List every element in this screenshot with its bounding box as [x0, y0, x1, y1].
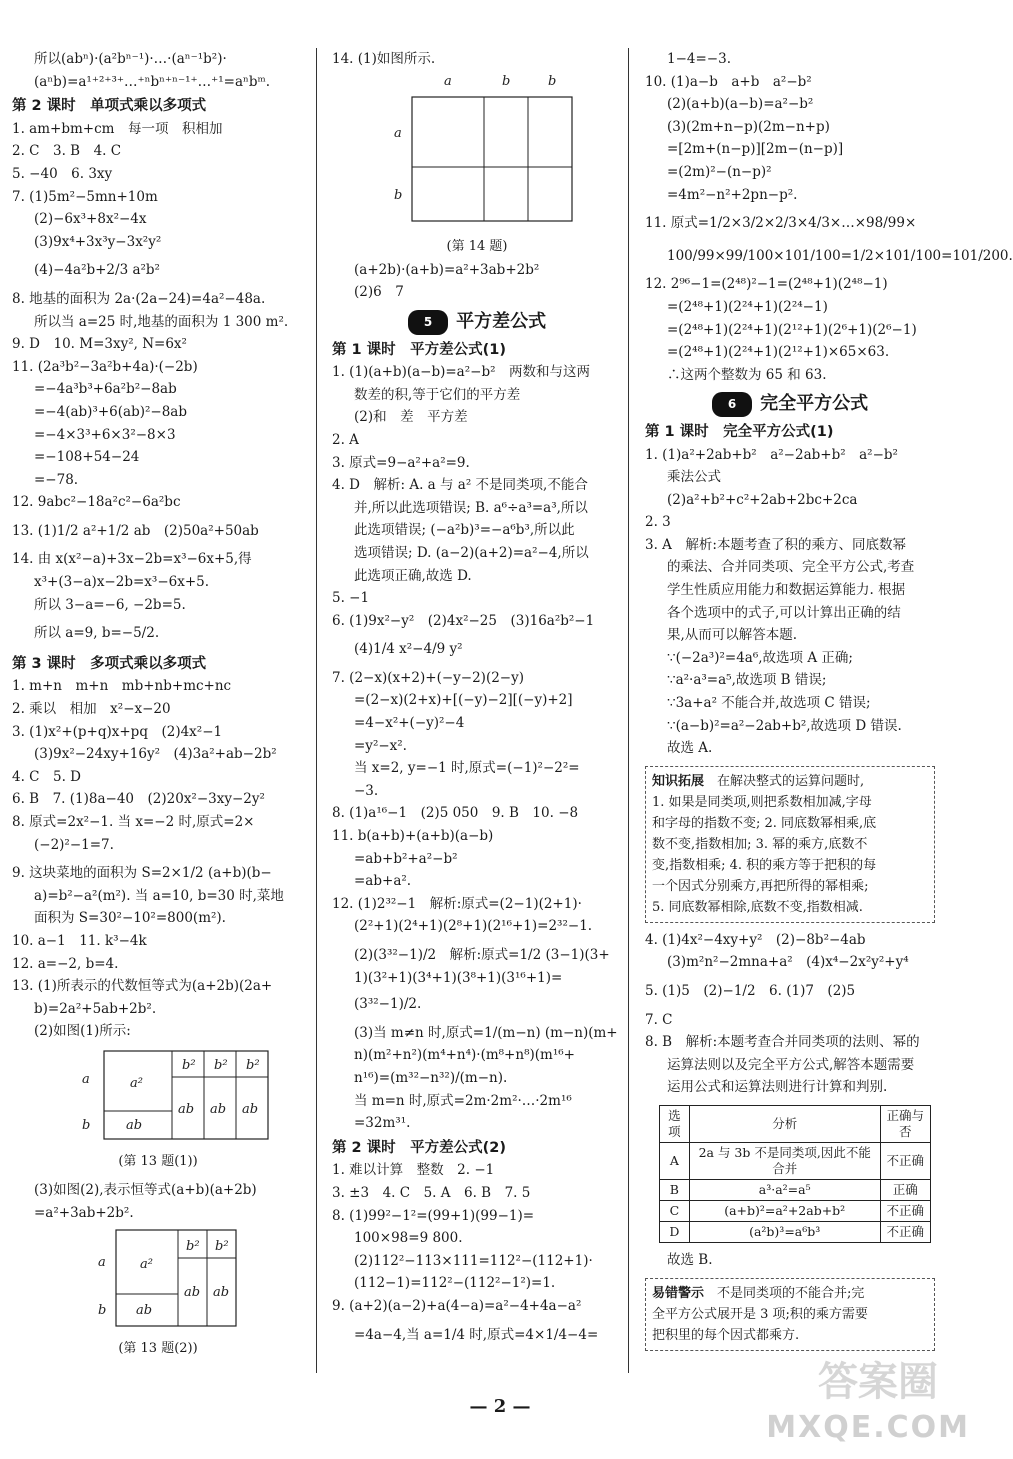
knowledge-extension-box: [645, 766, 935, 923]
table-cell: 2a 与 3b 不是同类项,因此不能合并: [689, 1142, 880, 1179]
table-cell: 不正确: [880, 1142, 930, 1179]
answer-line: 5. −1: [332, 590, 370, 607]
answer-line: 3. ±3 4. C 5. A 6. B 7. 5: [332, 1184, 531, 1201]
answer-line: =4a−4,当 a=1/4 时,原式=4×1/4−4=: [354, 1326, 599, 1343]
answer-line: 9. D 10. M=3xy², N=6x²: [12, 336, 187, 353]
answer-line: 100×98=9 800.: [354, 1230, 463, 1247]
table-header-cell: 分析: [689, 1105, 880, 1142]
answer-line: 当 x=2, y=−1 时,原式=(−1)²−2²=: [354, 760, 580, 777]
cell-ab: ab: [178, 1101, 195, 1117]
answer-line: 果,从而可以解答本题.: [667, 627, 798, 644]
answer-line: ∵(a−b)²=a²−2ab+b²,故选项 D 错误.: [667, 717, 902, 734]
figure-caption: (第 13 题(1)): [118, 1153, 198, 1169]
table-cell: A: [660, 1142, 690, 1179]
cell-ab: ab: [213, 1285, 230, 1301]
answer-line: (2)112²−113×111=112²−(112+1)·: [354, 1252, 593, 1269]
answer-line: 12. 2⁹⁶−1=(2⁴⁸)²−1=(2⁴⁸+1)(2⁴⁸−1): [645, 276, 888, 293]
watermark: MXQE.COM: [766, 1410, 970, 1445]
table-cell: 不正确: [880, 1221, 930, 1242]
box-tag: 知识拓展: [652, 773, 705, 789]
answer-line: 12. (1)2³²−1 解析:原式=(2−1)(2+1)·: [332, 895, 582, 912]
cell-ab: ab: [136, 1303, 153, 1319]
answer-line: (2)(a+b)(a−b)=a²−b²: [667, 96, 814, 113]
fig-label-a: a: [444, 73, 452, 89]
answer-line: 11. b(a+b)+(a+b)(a−b): [332, 828, 494, 845]
answer-line: (4)1/4 x²−4/9 y²: [354, 641, 463, 658]
lesson-heading: 第 1 课时 平方差公式(1): [332, 341, 507, 358]
answer-line: 2. 3: [645, 514, 671, 531]
answer-line: 运用公式和运算法则进行计算和判别.: [667, 1079, 888, 1096]
answer-line: =y²−x².: [354, 737, 407, 754]
answer-line: 9. (a+2)(a−2)+a(4−a)=a²−4+4a−a²: [332, 1297, 582, 1314]
table-cell: B: [660, 1179, 690, 1200]
answer-line: (3)当 m≠n 时,原式=1/(m−n) (m−n)(m+: [354, 1024, 618, 1041]
answer-line: 1. am+bm+cm 每一项 积相加: [12, 120, 223, 137]
box-tag: 易错警示: [652, 1285, 705, 1301]
answer-line: 12. a=−2, b=4.: [12, 955, 119, 972]
answer-line: (2)(3³²−1)/2 解析:原式=1/2 (3−1)(3+: [354, 947, 610, 963]
table-header-cell: 选项: [660, 1105, 690, 1142]
answer-line: =(2⁴⁸+1)(2²⁴+1)(2¹²+1)(2⁶+1)(2⁶−1): [667, 321, 917, 338]
box-line: 把积里的每个因式都乘方.: [652, 1327, 800, 1343]
answer-line: 10. (1)a−b a+b a²−b²: [645, 73, 812, 90]
answer-line: 面积为 S=30²−10²=800(m²).: [34, 910, 226, 927]
answer-line: (2)和 差 平方差: [354, 409, 468, 426]
answer-line: 11. (2a³b²−3a²b+4a)·(−2b): [12, 358, 198, 375]
box-line: 不是同类项的不能合并;完: [717, 1285, 865, 1301]
answer-line: b)=2a²+5ab+2b².: [34, 1000, 157, 1017]
answer-line: 2. A: [332, 431, 359, 448]
answer-line: 此选项正确,故选 D.: [354, 567, 472, 584]
answer-line: (2)如图(1)所示:: [34, 1023, 131, 1040]
answer-line: 2. C 3. B 4. C: [12, 143, 122, 160]
answer-line: =32m³¹.: [354, 1115, 411, 1132]
box-line: 和字母的指数不变; 2. 同底数幂相乘,底: [652, 815, 877, 831]
answer-line: =−4a³b³+6a²b²−8ab: [34, 381, 177, 398]
fig-label-b: b: [502, 73, 511, 89]
answer-line: 1. m+n m+n mb+nb+mc+nc: [12, 678, 232, 695]
answer-line: =(2m)²−(n−p)²: [667, 163, 772, 180]
answer-line: 数差的积,等于它们的平方差: [354, 386, 521, 403]
answer-line: 12. 9abc²−18a²c²−6a²bc: [12, 494, 181, 511]
answer-line: =4m²−n²+2pn−p².: [667, 186, 798, 203]
answer-line: 8. B 解析:本题考查合并同类项的法则、幂的: [645, 1034, 920, 1051]
answer-line: (3³²−1)/2.: [354, 996, 422, 1013]
answer-line: 此选项错误; (−a²b)³=−a⁶b³,所以此: [354, 522, 575, 539]
answer-line: =(2−x)(2+x)+[(−y)−2][(−y)+2]: [354, 692, 573, 709]
answer-line: 5. −40 6. 3xy: [12, 165, 113, 182]
table-header-cell: 正确与否: [880, 1105, 930, 1142]
cell-b2: b²: [215, 1239, 229, 1255]
answer-line: (a+2b)·(a+b)=a²+3ab+2b²: [354, 261, 540, 278]
answer-line: (2)6 7: [354, 284, 404, 301]
table-header-row: [660, 1105, 931, 1142]
answer-line: 学生性质应用能力和数据运算能力. 根据: [667, 582, 906, 599]
figure-caption: (第 14 题): [446, 239, 508, 255]
answer-line: (2)a²+b²+c²+2ab+2bc+2ca: [667, 491, 858, 508]
answer-line: 1−4=−3.: [667, 51, 731, 67]
answer-line: 所以 3−a=−6, −2b=5.: [34, 596, 186, 613]
figure-14: [332, 71, 622, 229]
answer-line: 4. D 解析: A. a 与 a² 不是同类项,不能合: [332, 477, 588, 494]
cell-b2: b²: [186, 1239, 200, 1255]
box-line: 1. 如果是同类项,则把系数相加减,字母: [652, 794, 872, 810]
answer-line: =[2m+(n−p)][2m−(n−p)]: [667, 141, 844, 158]
answer-line: 运算法则以及完全平方公式,解答本题需要: [667, 1056, 915, 1073]
section-number-badge: 6: [712, 392, 752, 417]
answer-line: 14. 由 x(x²−a)+3x−2b=x³−6x+5,得: [12, 551, 252, 568]
answer-line: (3)9x⁴+3x³y−3x²y²: [34, 233, 162, 250]
column-2: [332, 48, 622, 1346]
cell-ab: ab: [184, 1285, 201, 1301]
answer-line: 8. 地基的面积为 2a·(2a−24)=4a²−48a.: [12, 290, 266, 307]
text-line: (aⁿb)=a¹⁺²⁺³⁺…⁺ⁿbⁿ⁺ⁿ⁻¹⁺…⁺¹=aⁿbᵐ.: [34, 73, 271, 90]
answer-line: 13. (1)1/2 a²+1/2 ab (2)50a²+50ab: [12, 522, 259, 539]
answer-line: x³+(3−a)x−2b=x³−6x+5.: [34, 574, 210, 591]
answer-line: 13. (1)所表示的代数恒等式为(a+2b)(2a+: [12, 978, 273, 995]
answer-line: ∴这两个整数为 65 和 63.: [667, 366, 827, 383]
answer-line: 11. 原式=1/2×3/2×2/3×4/3×…×98/99×: [645, 215, 917, 232]
answer-line: =(2⁴⁸+1)(2²⁴+1)(2²⁴−1): [667, 298, 828, 315]
fig-label-a: a: [82, 1071, 90, 1087]
section-header: [332, 310, 622, 335]
figure-caption: (第 13 题(2)): [118, 1340, 198, 1356]
answer-line: (3)如图(2),表示恒等式(a+b)(a+2b): [34, 1182, 257, 1199]
cell-ab: ab: [126, 1117, 143, 1133]
answer-line: 故选 B.: [667, 1251, 713, 1268]
figure-13-2: [12, 1224, 304, 1330]
answer-line: =ab+b²+a²−b²: [354, 850, 458, 867]
answer-line: −3.: [354, 782, 379, 799]
answer-line: (2²+1)(2⁴+1)(2⁸+1)(2¹⁶+1)=2³²−1.: [354, 918, 593, 935]
answer-line: 乘法公式: [667, 469, 721, 486]
table-row: [660, 1179, 931, 1200]
page-number: — 2 —: [469, 1396, 531, 1417]
column-1: [12, 48, 304, 1361]
table-cell: 正确: [880, 1179, 930, 1200]
answer-line: =−108+54−24: [34, 449, 140, 466]
watermark-logo: 答案圈: [818, 1359, 938, 1405]
table-row: [660, 1142, 931, 1179]
answer-line: 当 m=n 时,原式=2m·2m²·…·2m¹⁶: [354, 1092, 572, 1109]
column-divider: [316, 48, 317, 1373]
answer-line: 6. (1)9x²−y² (2)4x²−25 (3)16a²b²−1: [332, 612, 595, 629]
error-warning-box: [645, 1278, 935, 1351]
answer-line: 9. 这块菜地的面积为 S=2×1/2 (a+b)(b−: [12, 865, 272, 882]
answer-line: (3)9x²−24xy+16y² (4)3a²+ab−2b²: [34, 746, 277, 763]
column-3: [645, 48, 1013, 1357]
box-line: 数不变,指数相加; 3. 幂的乘方,底数不: [652, 836, 868, 852]
answer-line: 8. (1)99²−1²=(99+1)(99−1)=: [332, 1207, 535, 1224]
section-title: 平方差公式: [456, 310, 547, 332]
table-cell: a³·a²=a⁵: [689, 1179, 880, 1200]
answer-line: 8. (1)a¹⁶−1 (2)5 050 9. B 10. −8: [332, 805, 579, 822]
answer-line: 3. A 解析:本题考查了积的乘方、同底数幂: [645, 536, 906, 553]
section-header: [645, 392, 935, 417]
lesson-heading: 第 2 课时 平方差公式(2): [332, 1139, 507, 1156]
answer-line: 3. (1)x²+(p+q)x+pq (2)4x²−1: [12, 723, 223, 740]
answer-line: 4. (1)4x²−4xy+y² (2)−8b²−4ab: [645, 931, 866, 948]
answer-line: 故选 A.: [667, 740, 713, 757]
box-line: 5. 同底数幂相除,底数不变,指数相减.: [652, 899, 863, 915]
answer-line: =(2⁴⁸+1)(2²⁴+1)(2¹²+1)×65×63.: [667, 344, 890, 361]
answer-line: 2. 乘以 相加 x²−x−20: [12, 701, 171, 718]
answer-line: =−78.: [34, 471, 79, 488]
answer-line: (4)−4a²b+2/3 a²b²: [34, 262, 160, 279]
answer-line: ∵a²·a³=a⁵,故选项 B 错误;: [667, 672, 827, 689]
answer-line: 6. B 7. (1)8a−40 (2)20x²−3xy−2y²: [12, 791, 265, 808]
section-title: 完全平方公式: [760, 393, 869, 415]
lesson-heading: 第 1 课时 完全平方公式(1): [645, 423, 834, 440]
answer-line: =ab+a².: [354, 873, 412, 890]
answer-line: 14. (1)如图所示.: [332, 51, 436, 67]
box-line: 全平方公式展开是 3 项;积的乘方需要: [652, 1306, 868, 1322]
cell-ab: ab: [210, 1101, 227, 1117]
table-row: [660, 1221, 931, 1242]
answer-line: n)(m²+n²)(m⁴+n⁴)·(m⁸+n⁸)(m¹⁶+: [354, 1047, 575, 1064]
answer-line: 各个选项中的式子,可以计算出正确的结: [667, 604, 901, 621]
answer-line: (2)−6x³+8x²−4x: [34, 211, 147, 228]
cell-a2: a²: [140, 1257, 153, 1273]
table-cell: (a²b)³=a⁶b³: [689, 1221, 880, 1242]
fig-label-a: a: [394, 125, 402, 141]
fig-label-b: b: [394, 187, 403, 203]
answer-line: (3)(2m+n−p)(2m−n+p): [667, 118, 830, 135]
answer-line: n¹⁶)=(m³²−n³²)/(m−n).: [354, 1069, 508, 1086]
table-cell: D: [660, 1221, 690, 1242]
table-cell: (a+b)²=a²+2ab+b²: [689, 1200, 880, 1221]
answer-line: 7. (1)5m²−5mn+10m: [12, 188, 158, 205]
answer-line: 100/99×99/100×101/100=1/2×101/100=101/200.: [667, 247, 1013, 264]
analysis-table: [659, 1105, 931, 1243]
table-row: [660, 1200, 931, 1221]
cell-a2: a²: [130, 1075, 143, 1091]
answer-line: 1. 难以计算 整数 2. −1: [332, 1162, 495, 1179]
box-line: 在解决整式的运算问题时,: [717, 773, 865, 789]
cell-b2: b²: [214, 1057, 228, 1073]
answer-line: a)=b²−a²(m²). 当 a=10, b=30 时,菜地: [34, 887, 284, 904]
lesson-heading: 第 2 课时 单项式乘以多项式: [12, 98, 207, 115]
fig-label-b: b: [98, 1303, 107, 1319]
answer-line: 7. C: [645, 1011, 673, 1028]
answer-line: =4−x²+(−y)²−4: [354, 715, 465, 732]
answer-line: 1. (1)(a+b)(a−b)=a²−b² 两数和与这两: [332, 364, 591, 381]
lesson-heading: 第 3 课时 多项式乘以多项式: [12, 655, 207, 672]
fig-label-a: a: [98, 1255, 106, 1271]
answer-line: 1)(3²+1)(3⁴+1)(3⁸+1)(3¹⁶+1)=: [354, 969, 563, 986]
answer-line: ∵(−2a³)²=4a⁶,故选项 A 正确;: [667, 649, 853, 666]
answer-line: (−2)²−1=7.: [34, 836, 114, 853]
answer-line: (112−1)=112²−(112²−1²)=1.: [354, 1275, 556, 1292]
answer-line: 4. C 5. D: [12, 768, 81, 785]
answer-line: 的乘法、合并同类项、完全平方公式,考查: [667, 559, 915, 576]
answer-line: 3. 原式=9−a²+a²=9.: [332, 454, 470, 471]
cell-ab: ab: [242, 1101, 259, 1117]
answer-line: 7. (2−x)(x+2)+(−y−2)(2−y): [332, 669, 525, 686]
section-number-badge: 5: [408, 310, 448, 335]
table-cell: 不正确: [880, 1200, 930, 1221]
fig-label-b: b: [82, 1117, 91, 1133]
cell-b2: b²: [246, 1057, 260, 1073]
answer-line: 选项错误; D. (a−2)(a+2)=a²−4,所以: [354, 544, 589, 561]
box-line: 一个因式分别乘方,再把所得的幂相乘;: [652, 878, 869, 894]
answer-line: (3)m²n²−2mna+a² (4)x⁴−2x²y²+y⁴: [667, 954, 909, 971]
box-line: 变,指数相乘; 4. 积的乘方等于把积的每: [652, 857, 877, 873]
figure-13-1: [12, 1043, 304, 1143]
answer-line: 所以 a=9, b=−5/2.: [34, 625, 160, 642]
answer-line: 1. (1)a²+2ab+b² a²−2ab+b² a²−b²: [645, 446, 898, 463]
answer-line: 8. 原式=2x²−1. 当 x=−2 时,原式=2×: [12, 814, 255, 830]
column-divider: [628, 48, 629, 1373]
answer-line: 所以当 a=25 时,地基的面积为 1 300 m².: [34, 313, 289, 330]
answer-line: =−4×3³+6×3²−8×3: [34, 426, 176, 443]
answer-line: 10. a−1 11. k³−4k: [12, 932, 147, 949]
answer-line: ∵3a+a² 不能合并,故选项 C 错误;: [667, 695, 871, 712]
fig-label-b: b: [548, 73, 557, 89]
answer-line: =a²+3ab+2b².: [34, 1204, 134, 1221]
cell-b2: b²: [182, 1057, 196, 1073]
table-cell: C: [660, 1200, 690, 1221]
text-line: 所以(abⁿ)·(a²bⁿ⁻¹)·…·(aⁿ⁻¹b²)·: [34, 51, 227, 67]
answer-line: 5. (1)5 (2)−1/2 6. (1)7 (2)5: [645, 983, 856, 999]
answer-line: 并,所以此选项错误; B. a⁶÷a³=a³,所以: [354, 499, 588, 516]
answer-line: =−4(ab)³+6(ab)²−8ab: [34, 403, 187, 420]
